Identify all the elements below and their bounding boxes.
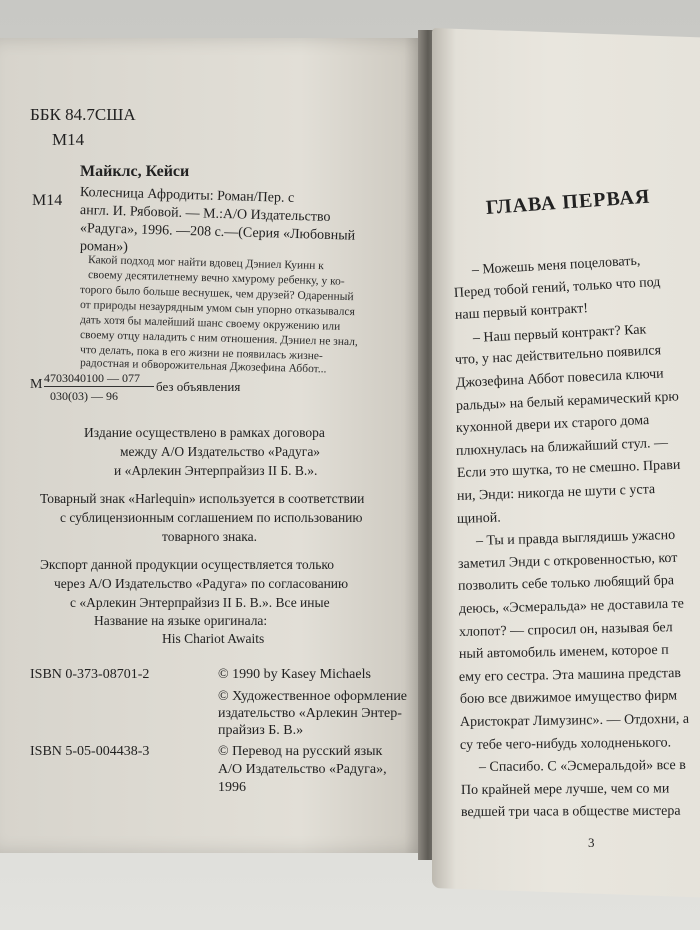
annotation-line: что делать, пока в его жизни не появилась жизне-	[79, 344, 323, 363]
export-line: с «Арлекин Энтерпрайзиз II Б. В.». Все иные	[70, 595, 330, 610]
chapter-text-line: – Спасибо. С «Эсмеральдой» все в	[478, 758, 686, 776]
author-index-top: М14	[52, 130, 85, 149]
annotation-line: дать хотя бы малейший шанс своему окружению или	[79, 314, 341, 333]
chapter-text-line: кухонной двери их старого дома	[455, 413, 650, 437]
chapter-text-line: позволить себе только любящий бра	[457, 573, 675, 595]
contract-line: между А/О Издательство «Радуга»	[120, 444, 321, 459]
chapter-text-line: ный автомобиль именем, которое п	[458, 642, 669, 663]
copyright-art-line: издательство «Арлекин Энтер-	[218, 706, 402, 721]
bibliographic-line: роман»)	[79, 239, 129, 256]
contract-line: и «Арлекин Энтерпрайзиз II Б. В.».	[114, 463, 318, 478]
chapter-text-line: Джозефина Аббот повесила ключи	[455, 366, 664, 391]
author-index-side: М14	[32, 192, 63, 209]
chapter-text-line: ведшей три часа в обществе мистера	[460, 804, 681, 821]
chapter-text-line: – Наш первый контракт? Как	[472, 322, 647, 346]
chapter-text-line: су тебе чего-нибудь холодненького.	[459, 735, 672, 753]
chapter-text-line: бою все движимое имущество фирм	[459, 688, 678, 708]
original-title-label: Название на языке оригинала:	[94, 613, 268, 628]
annotation-line: радостная и обворожительная Джозефина Аббот...	[79, 357, 327, 376]
chapter-text-line: Аристократ Лимузинс». — Отдохни, а	[459, 711, 690, 730]
annotation-line: Какой подход мог найти вдовец Дэниел Куинн к	[87, 254, 325, 273]
bbk-code: ББК 84.7США	[30, 105, 136, 124]
chapter-text-line: Если это шутка, то не смешно. Прави	[456, 458, 681, 482]
chapter-text-line: хлопот? — спросил он, называя бел	[458, 619, 673, 640]
no-ads-note: без объявления	[156, 379, 241, 394]
isbn-russian: ISBN 5-05-004438-3	[30, 744, 150, 759]
isbn-original: ISBN 0-373-08701-2	[30, 667, 150, 682]
chapter-text-line: наш первый контракт!	[454, 301, 589, 324]
chapter-text-line: – Можешь меня поцеловать,	[471, 253, 641, 278]
copyright-art-line: © Художественное оформление	[218, 689, 408, 704]
chapter-text-line: ни, Энди: никогда не шути с уста	[456, 482, 656, 504]
trademark-line: Товарный знак «Harlequin» используется в соответствии	[40, 491, 365, 506]
bibliographic-line: «Радуга», 1996. —208 с.—(Серия «Любовный	[79, 221, 356, 244]
export-line: Экспорт данной продукции осуществляется только	[40, 557, 335, 572]
catalog-code-top: 4703040100 — 077	[44, 371, 140, 385]
annotation-line: своему отцу наладить с ним отношения. Дэниел не знал,	[79, 329, 358, 349]
copyright-author: © 1990 by Kasey Michaels	[218, 667, 371, 682]
catalog-code-bottom: 030(03) — 96	[50, 389, 118, 403]
chapter-text-line: ему его сестра. Эта машина представ	[458, 665, 682, 685]
original-title: His Chariot Awaits	[162, 631, 265, 646]
chapter-text-line: щиной.	[456, 510, 501, 527]
trademark-line: с сублицензионным соглашением по использованию	[60, 510, 363, 525]
annotation-line: торого было больше веснушек, чем друзей? Одаренный	[79, 284, 354, 304]
chapter-text-line: что, у нас действительно появился	[454, 343, 662, 369]
copyright-translation-line: 1996	[218, 780, 246, 795]
chapter-text-line: По крайней мере лучше, чем со ми	[460, 781, 670, 798]
catalog-code-divider	[44, 386, 154, 387]
copyright-translation-line: А/О Издательство «Радуга»,	[218, 762, 387, 777]
chapter-text-line: заметил Энди с откровенностью, кот	[457, 550, 678, 572]
catalog-code-letter: М	[30, 377, 43, 392]
chapter-text-line: плюхнулась на ближайший стул. —	[455, 435, 669, 459]
bibliographic-line: Колесница Афродиты: Роман/Пер. с	[79, 185, 295, 206]
bibliographic-line: англ. И. Рябовой. — М.:А/О Издательство	[79, 203, 331, 225]
chapter-text-line: деюсь, «Эсмеральда» не доставила те	[458, 596, 685, 617]
copyright-art-line: прайзиз Б. В.»	[218, 723, 304, 738]
author-name: Майклс, Кейси	[80, 163, 190, 180]
trademark-line: товарного знака.	[162, 529, 257, 544]
chapter-title: ГЛАВА ПЕРВАЯ	[485, 185, 652, 219]
copyright-translation-line: © Перевод на русский язык	[218, 744, 383, 759]
annotation-line: своему десятилетнему вечно хмурому ребенку, у ко-	[87, 269, 345, 288]
export-line: через А/О Издательство «Радуга» по согласованию	[54, 576, 349, 591]
contract-line: Издание осуществлено в рамках договора	[84, 425, 325, 440]
page-number: 3	[588, 835, 595, 850]
chapter-text-line: ральды» на белый керамический крю	[455, 388, 680, 414]
annotation-line: от природы незаурядным умом сын упорно отказывался	[79, 299, 356, 319]
chapter-text-line: Перед тобой гений, только что под	[453, 274, 661, 301]
chapter-text-line: – Ты и правда выглядишь ужасно	[475, 528, 676, 550]
